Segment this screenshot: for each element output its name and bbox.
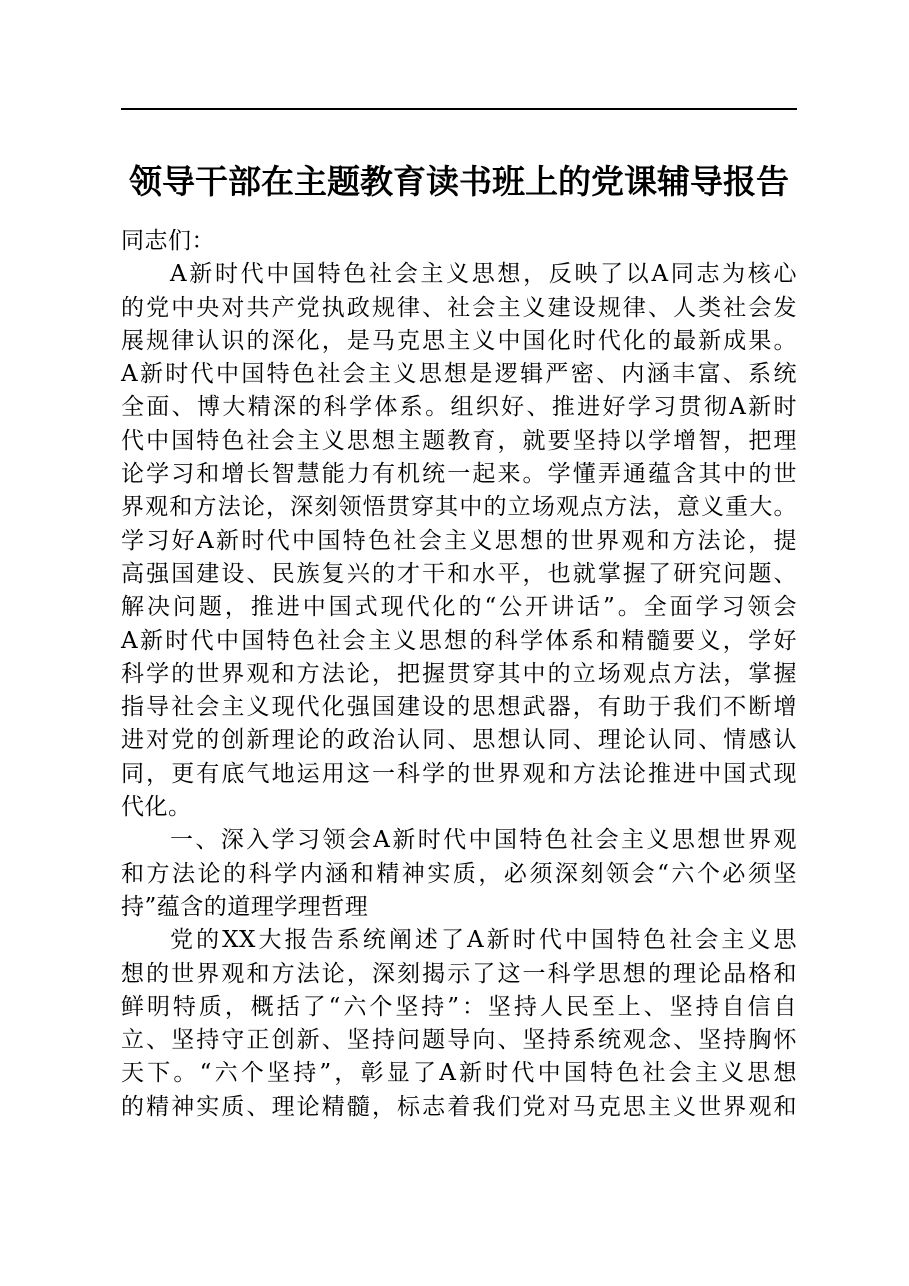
body-line: 指导社会主义现代化强国建设的思想武器，有助于我们不断增 [121,694,797,721]
salutation: 同志们： [121,228,215,254]
body-line: 解决问题，推进中国式现代化的“公开讲话”。全面学习领会 [121,594,797,621]
body-line: 代中国特色社会主义思想主题教育，就要坚持以学增智，把理 [121,427,797,454]
document-body [121,225,797,1124]
body-line: 和方法论的科学内涵和精神实质，必须深刻领会“六个必须坚 [121,860,797,887]
header-rule [121,108,797,110]
body-line: 展规律认识的深化，是马克思主义中国化时代化的最新成果。 [121,327,797,354]
body-line: 同，更有底气地运用这一科学的世界观和方法论推进中国式现 [121,760,797,787]
body-line: 党的XX大报告系统阐述了A新时代中国特色社会主义思 [170,927,797,954]
body-line: 一、深入学习领会A新时代中国特色社会主义思想世界观 [170,827,797,854]
body-line: 的精神实质、理论精髓，标志着我们党对马克思主义世界观和 [121,1093,797,1120]
body-line: 代化。 [121,794,192,821]
body-line: 进对党的创新理论的政治认同、思想认同、理论认同、情感认 [121,727,797,754]
body-line: A新时代中国特色社会主义思想，反映了以A同志为核心 [170,261,797,288]
body-line: 论学习和增长智慧能力有机统一起来。学懂弄通蕴含其中的世 [121,461,797,488]
body-line: 学习好A新时代中国特色社会主义思想的世界观和方法论，提 [121,527,797,554]
document-title: 领导干部在主题教育读书班上的党课辅导报告 [129,162,789,201]
body-line: A新时代中国特色社会主义思想是逻辑严密、内涵丰富、系统 [121,361,797,388]
body-line: A新时代中国特色社会主义思想的科学体系和精髓要义，学好 [121,627,797,654]
body-line: 高强国建设、民族复兴的才干和水平，也就掌握了研究问题、 [121,560,797,587]
body-line: 的党中央对共产党执政规律、社会主义建设规律、人类社会发 [121,294,797,321]
body-line: 想的世界观和方法论，深刻揭示了这一科学思想的理论品格和 [121,960,797,987]
body-line: 天下。“六个坚持”，彰显了A新时代中国特色社会主义思想 [121,1060,797,1087]
body-line: 全面、博大精深的科学体系。组织好、推进好学习贯彻A新时 [121,394,797,421]
body-line: 持”蕴含的道理学理哲理 [121,893,369,920]
body-line: 科学的世界观和方法论，把握贯穿其中的立场观点方法，掌握 [121,660,797,687]
body-line: 界观和方法论，深刻领悟贯穿其中的立场观点方法，意义重大。 [121,494,797,521]
body-line: 鲜明特质，概括了“六个坚持”：坚持人民至上、坚持自信自 [121,993,797,1020]
body-line: 立、坚持守正创新、坚持问题导向、坚持系统观念、坚持胸怀 [121,1027,797,1054]
